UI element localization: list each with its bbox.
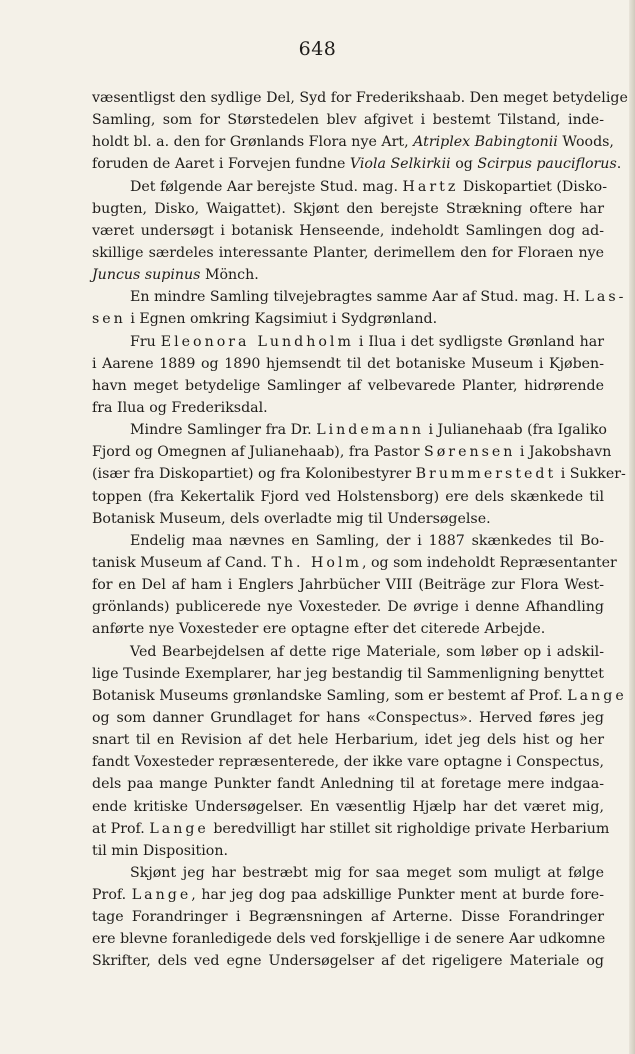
text-segment: Fjord og Omegnen af Julianehaab), fra Pastor — [92, 444, 425, 461]
text-line: Endelig maa nævnes en Samling, der i 1887 skænkedes til Bo- — [130, 532, 604, 549]
text-segment: En mindre Samling tilvejebragtes samme Aar af Stud. mag. H. — [130, 289, 585, 306]
text-line: været undersøgt i botanisk Henseende, indeholdt Samlingen dog ad- — [92, 222, 604, 239]
person-name: Sørensen — [424, 444, 516, 461]
text-segment: Prof. — [92, 887, 132, 904]
person-name: Hartz — [402, 178, 459, 195]
text-segment: i Jakobshavn — [515, 444, 612, 461]
person-name: Th. Holm — [271, 554, 362, 571]
text-segment: holdt bl. a. den for Grønlands Flora nye Art, — [92, 134, 414, 151]
person-name: Las- — [584, 289, 627, 306]
text-segment: i Sukker- — [556, 466, 626, 483]
person-name: Lange — [131, 887, 192, 904]
text-line — [92, 818, 610, 840]
text-segment: i Julianehaab (fra Igaliko — [423, 422, 607, 439]
text-segment: og — [450, 156, 478, 173]
text-segment: Woods, — [557, 134, 614, 151]
text-segment: Det følgende Aar berejste Stud. mag. — [130, 178, 403, 195]
text-line — [92, 308, 604, 330]
text-line: Skjønt jeg har bestræbt mig for saa meget som muligt at følge — [130, 864, 604, 881]
text-line: lige Tusinde Exemplarer, har jeg bestandig til Sammenligning benyttet — [92, 665, 604, 682]
text-line — [92, 131, 614, 153]
page-number: 648 — [298, 38, 337, 60]
text-line — [92, 441, 612, 463]
text-line: ende kritiske Undersøgelser. En væsentlig Hjælp har det været mig, — [92, 798, 604, 815]
text-segment: (især fra Diskopartiet) og fra Kolonibestyrer — [92, 466, 416, 483]
person-name: Lange — [149, 820, 209, 837]
text-line: grönlands) publicerede nye Voxesteder. De øvrige i denne Afhandling — [92, 599, 604, 616]
body-text — [92, 87, 628, 973]
text-segment: , og som indeholdt Repræsentanter — [361, 554, 617, 571]
text-line: til min Disposition. — [92, 842, 228, 859]
text-segment: beredvilligt har stillet sit righoldige private Herbarium — [208, 820, 610, 837]
species-name: Scirpus pauciflorus — [477, 156, 617, 173]
person-name: Brummerstedt — [415, 466, 557, 483]
text-line: snart til en Revision af det hele Herbarium, idet jeg dels hist og her — [92, 732, 604, 749]
text-line: fra Ilua og Frederiksdal. — [92, 399, 268, 416]
text-line: Ved Bearbejdelsen af dette rige Materiale, som løber op i adskil- — [130, 643, 604, 660]
page-edge-shadow — [629, 0, 635, 1054]
person-name: Eleonora Lundholm — [160, 333, 354, 350]
text-line: for en Del af ham i Englers Jahrbücher VIII (Beiträge zur Flora West- — [92, 577, 604, 594]
text-line: fandt Voxesteder repræsenterede, der ikke vare optagne i Conspectus, — [92, 754, 604, 771]
text-segment: Fru — [130, 333, 161, 350]
text-segment: Mindre Samlinger fra Dr. — [130, 422, 317, 439]
text-line — [92, 685, 627, 707]
text-line: ere blevne foranledigede dels ved forskjellige i de senere Aar udkomne — [92, 931, 606, 948]
person-name: Lindemann — [316, 422, 424, 439]
text-line: toppen (fra Kekertalik Fjord ved Holstensborg) ere dels skænkede til — [92, 488, 604, 505]
text-line: bugten, Disko, Waigattet). Skjønt den berejste Strækning oftere har — [92, 200, 604, 217]
text-line — [92, 419, 607, 441]
text-segment: i Ilua i det sydligste Grønland har — [353, 333, 604, 350]
text-line — [92, 884, 604, 906]
text-line: Samling, som for Størstedelen blev afgivet i bestemt Tilstand, inde- — [92, 112, 604, 129]
text-line: havn meget betydelige Samlinger af velbevarede Planter, hidrørende — [92, 377, 604, 394]
text-segment: , har jeg dog paa adskillige Punkter ment at burde fore- — [191, 887, 604, 904]
text-line: tage Forandringer i Begrænsningen af Arterne. Disse Forandringer — [92, 909, 604, 926]
text-line — [92, 552, 617, 574]
species-name: Juncus supinus — [92, 267, 201, 284]
text-line: anførte nye Voxesteder ere optagne efter det citerede Arbejde. — [92, 621, 546, 638]
text-segment: Diskopartiet (Disko- — [458, 178, 607, 195]
text-segment: i Egnen omkring Kagsimiut i Sydgrønland. — [125, 311, 438, 328]
text-segment: Mönch. — [200, 267, 259, 284]
text-segment: foruden de Aaret i Forvejen fundne — [92, 156, 350, 173]
text-segment: tanisk Museum af Cand. — [92, 554, 272, 571]
text-line: skillige særdeles interessante Planter, derimellem den for Floraen nye — [92, 244, 604, 261]
text-line — [92, 264, 604, 286]
text-line: og som danner Grundlaget for hans «Conspectus». Herved føres jeg — [92, 709, 604, 726]
person-name: Lange — [567, 687, 627, 704]
text-segment: at Prof. — [92, 820, 150, 837]
text-line — [92, 463, 626, 485]
person-name: sen — [92, 311, 126, 328]
text-line: i Aarene 1889 og 1890 hjemsendt til det botaniske Museum i Kjøben- — [92, 355, 604, 372]
text-line: dels paa mange Punkter fandt Anledning til at foretage mere indgaa- — [92, 776, 604, 793]
text-segment: . — [616, 156, 622, 173]
species-name: Atriplex Babingtonii — [413, 134, 558, 151]
text-segment: Botanisk Museums grønlandske Samling, som er bestemt af Prof. — [92, 687, 568, 704]
text-line — [92, 331, 604, 353]
text-line — [92, 153, 622, 175]
text-line: væsentligst den sydlige Del, Syd for Frederikshaab. Den meget betydelige — [92, 90, 628, 106]
text-line — [92, 176, 607, 198]
species-name: Viola Selkirkii — [349, 156, 451, 173]
text-line: Botanisk Museum, dels overladte mig til Undersøgelse. — [92, 510, 491, 527]
text-line — [92, 286, 627, 308]
text-line: Skrifter, dels ved egne Undersøgelser af det rigeligere Materiale og — [92, 953, 604, 970]
